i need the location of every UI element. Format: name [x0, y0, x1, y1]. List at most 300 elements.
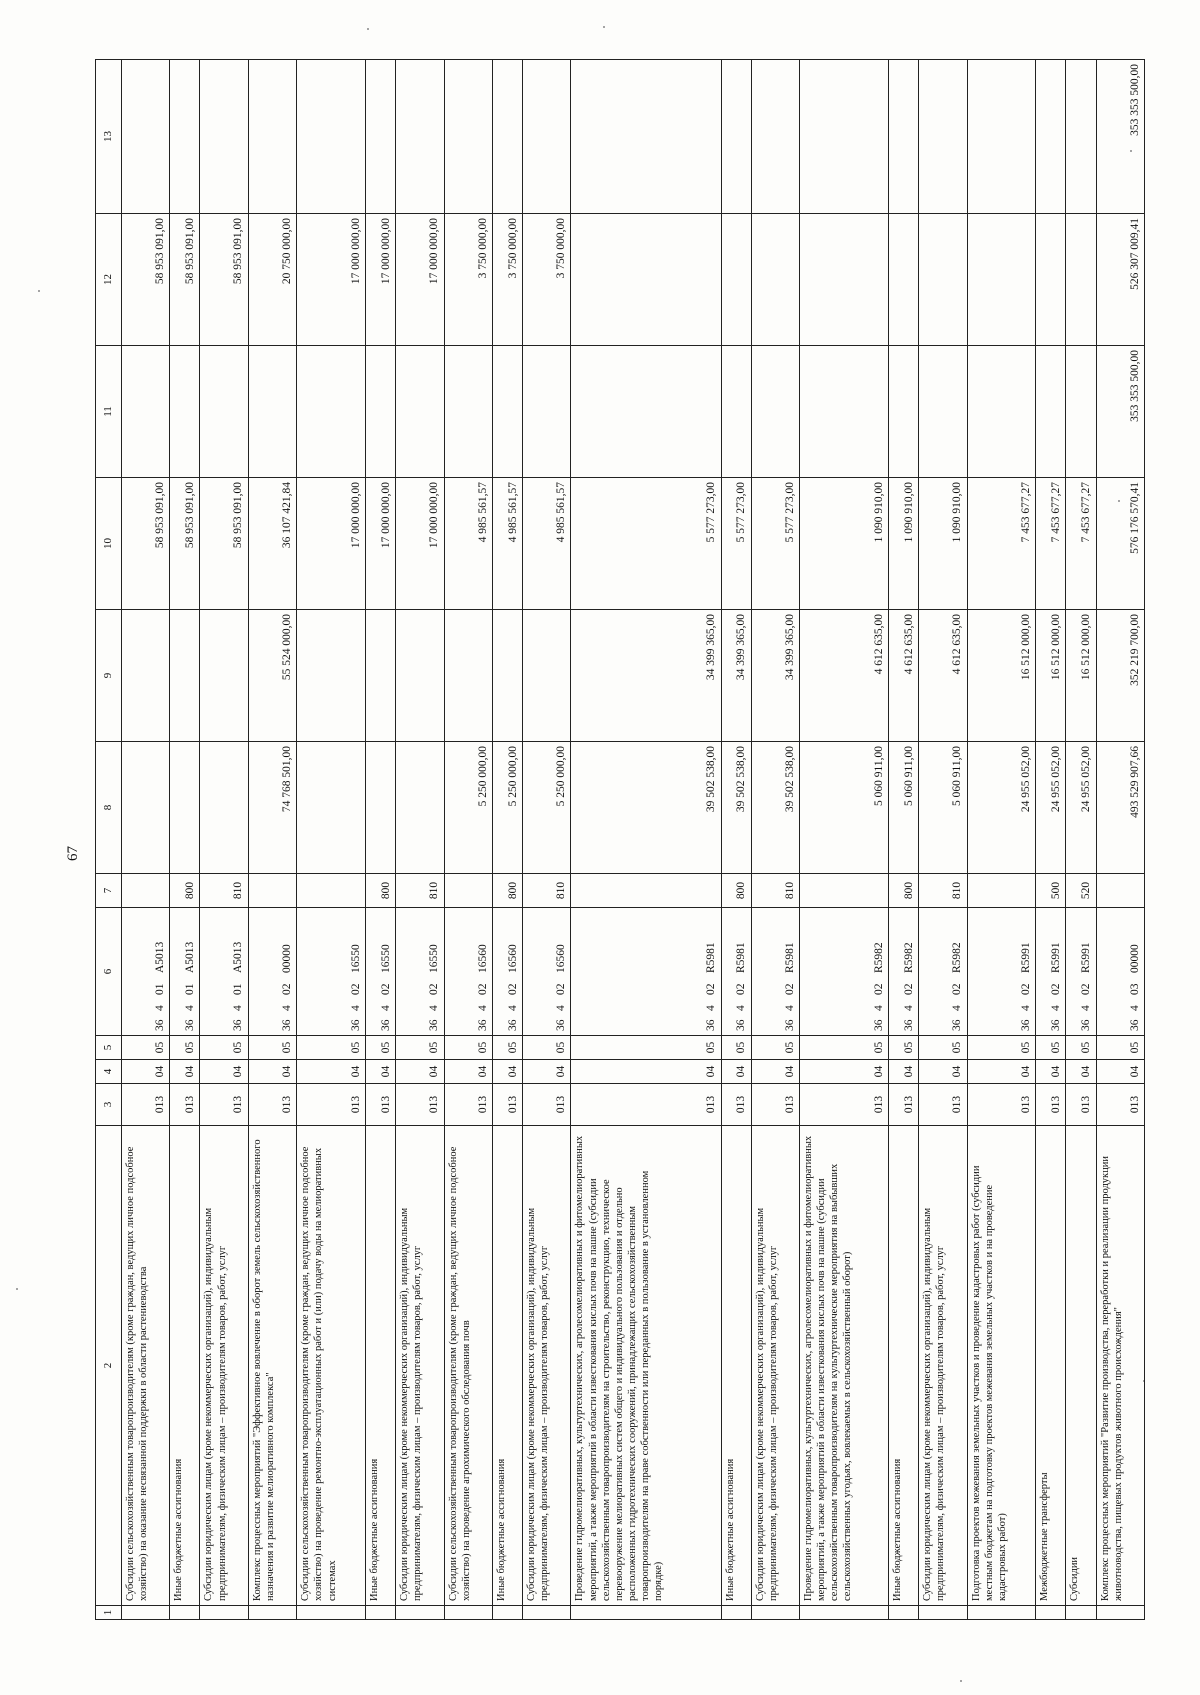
amount-cell [170, 742, 200, 874]
amount-cell [492, 346, 522, 478]
amount-cell [800, 346, 889, 478]
row-name-cell: Подготовка проектов межевания земельных участков и проведение кадастровых работ (субсидии местным бюджетам на подготовку проектов межевания земельных участков и на проведение кадастровых работ) [967, 1126, 1036, 1606]
section-code-cell: 04 [492, 1060, 522, 1084]
section-code-cell: 04 [751, 1060, 799, 1084]
amount-cell [297, 60, 366, 214]
expense-type-cell: 800 [721, 874, 751, 908]
row-marker-cell [721, 1606, 751, 1620]
row-name-cell: Субсидии юридическим лицам (кроме некоммерческих организаций), индивидуальным предпринимателям, физическим лицам – производителям товаров, работ, услуг [919, 1126, 967, 1606]
amount-cell [721, 60, 751, 214]
row-name-cell: Субсидии [1066, 1126, 1096, 1606]
row-marker-cell [297, 1606, 366, 1620]
amount-cell: 17 000 000,00 [366, 478, 396, 610]
row-name-cell: Иные бюджетные ассигнования [889, 1126, 919, 1606]
amount-cell [919, 214, 967, 346]
code-part: 02 [1050, 983, 1063, 995]
header-cell: 6 [96, 908, 122, 1036]
code-part: 36 [428, 1019, 441, 1031]
amount-cell: 3 750 000,00 [444, 214, 492, 346]
target-article-code-cell [366, 908, 396, 1036]
row-marker-cell [523, 1606, 571, 1620]
code-part: 4 [705, 1005, 718, 1011]
amount-cell [444, 610, 492, 742]
target-article-code-cell [523, 908, 571, 1036]
table-row [121, 60, 169, 1620]
amount-cell [751, 346, 799, 478]
amount-cell: 24 955 052,00 [1066, 742, 1096, 874]
row-marker-cell [396, 1606, 444, 1620]
target-article-code-cell [967, 908, 1036, 1036]
row-marker-cell [200, 1606, 248, 1620]
row-marker-cell [1096, 1606, 1144, 1620]
target-article-code-cell [1036, 908, 1066, 1036]
amount-cell [121, 610, 169, 742]
code-part: 02 [783, 983, 796, 995]
amount-cell: 34 399 365,00 [571, 610, 721, 742]
row-marker-cell [170, 1606, 200, 1620]
subsection-code-cell: 05 [889, 1036, 919, 1060]
amount-cell [248, 346, 296, 478]
amount-cell [200, 346, 248, 478]
amount-cell: 58 953 091,00 [200, 214, 248, 346]
code-part: 36 [154, 1019, 167, 1031]
amount-cell [1066, 346, 1096, 478]
amount-cell [121, 346, 169, 478]
ministry-code-cell: 013 [297, 1084, 366, 1126]
amount-cell: 7 453 677,27 [1066, 478, 1096, 610]
amount-cell [121, 60, 169, 214]
amount-cell [800, 214, 889, 346]
target-article-code-cell [751, 908, 799, 1036]
expense-type-cell: 810 [396, 874, 444, 908]
code-part: 36 [555, 1019, 568, 1031]
amount-cell [571, 346, 721, 478]
amount-cell: 5 250 000,00 [444, 742, 492, 874]
subsection-code-cell: 05 [396, 1036, 444, 1060]
code-part: 36 [379, 1019, 392, 1031]
header-cell: 13 [96, 60, 122, 214]
code-part: 02 [902, 983, 915, 995]
row-marker-cell [919, 1606, 967, 1620]
amount-cell [396, 60, 444, 214]
code-part: R5981 [705, 942, 718, 973]
code-part: 00000 [1128, 944, 1141, 973]
subsection-code-cell: 05 [121, 1036, 169, 1060]
amount-cell: 353 353 500,00 [1096, 60, 1144, 214]
code-part: 4 [232, 1005, 245, 1011]
amount-cell [170, 60, 200, 214]
code-part: 36 [184, 1019, 197, 1031]
section-code-cell: 04 [1036, 1060, 1066, 1084]
row-name-cell: Субсидии юридическим лицам (кроме некоммерческих организаций), индивидуальным предпринимателям, физическим лицам – производителям товаров, работ, услуг [200, 1126, 248, 1606]
subsection-code-cell: 05 [967, 1036, 1036, 1060]
section-code-cell: 04 [1096, 1060, 1144, 1084]
row-name-cell: Субсидии юридическим лицам (кроме некоммерческих организаций), индивидуальным предпринимателям, физическим лицам – производителям товаров, работ, услуг [523, 1126, 571, 1606]
amount-cell: 4 612 635,00 [889, 610, 919, 742]
row-marker-cell [248, 1606, 296, 1620]
code-part: 4 [428, 1005, 441, 1011]
section-code-cell: 04 [1066, 1060, 1096, 1084]
code-part: 02 [349, 983, 362, 995]
amount-cell [396, 610, 444, 742]
code-part: 36 [506, 1019, 519, 1031]
amount-cell: 16 512 000,00 [1066, 610, 1096, 742]
code-part: 03 [1128, 983, 1141, 995]
amount-cell: 5 060 911,00 [800, 742, 889, 874]
amount-cell: 4 612 635,00 [800, 610, 889, 742]
amount-cell: 493 529 907,66 [1096, 742, 1144, 874]
table-row [297, 60, 366, 1620]
target-article-code-cell [121, 908, 169, 1036]
code-part: 36 [280, 1019, 293, 1031]
ministry-code-cell: 013 [1036, 1084, 1066, 1126]
code-part: 02 [951, 983, 964, 995]
subsection-code-cell: 05 [297, 1036, 366, 1060]
amount-cell [200, 60, 248, 214]
code-part: 4 [951, 1005, 964, 1011]
table-row [523, 60, 571, 1620]
subsection-code-cell: 05 [366, 1036, 396, 1060]
expense-type-cell [444, 874, 492, 908]
amount-cell [919, 346, 967, 478]
section-code-cell: 04 [800, 1060, 889, 1084]
amount-cell: 39 502 538,00 [751, 742, 799, 874]
scan-speck [603, 26, 605, 28]
amount-cell: 5 060 911,00 [889, 742, 919, 874]
section-code-cell: 04 [571, 1060, 721, 1084]
row-marker-cell [967, 1606, 1036, 1620]
amount-cell: 5 060 911,00 [919, 742, 967, 874]
subsection-code-cell: 05 [200, 1036, 248, 1060]
target-article-code-cell [248, 908, 296, 1036]
amount-cell [967, 60, 1036, 214]
expense-type-cell: 520 [1066, 874, 1096, 908]
amount-cell [396, 742, 444, 874]
code-part: 4 [184, 1005, 197, 1011]
amount-cell: 17 000 000,00 [396, 478, 444, 610]
amount-cell: 352 219 700,00 [1096, 610, 1144, 742]
amount-cell: 55 524 000,00 [248, 610, 296, 742]
amount-cell [889, 346, 919, 478]
code-part: 36 [872, 1019, 885, 1031]
expense-type-cell: 800 [492, 874, 522, 908]
table-row [889, 60, 919, 1620]
scan-speck [38, 290, 40, 292]
code-part: 02 [555, 983, 568, 995]
expense-type-cell: 800 [889, 874, 919, 908]
ministry-code-cell: 013 [1066, 1084, 1096, 1126]
amount-cell [571, 60, 721, 214]
code-part: 00000 [280, 944, 293, 973]
code-part: 4 [476, 1005, 489, 1011]
code-part: 36 [232, 1019, 245, 1031]
code-part: R5982 [872, 942, 885, 973]
page-number: 67 [65, 846, 81, 861]
target-article-code-cell [200, 908, 248, 1036]
code-part: 4 [1128, 1005, 1141, 1011]
code-part: 4 [506, 1005, 519, 1011]
table-row [800, 60, 889, 1620]
target-article-code-cell [297, 908, 366, 1036]
amount-cell [248, 60, 296, 214]
header-cell: 8 [96, 742, 122, 874]
row-marker-cell [800, 1606, 889, 1620]
amount-cell: 36 107 421,84 [248, 478, 296, 610]
amount-cell: 58 953 091,00 [170, 478, 200, 610]
section-code-cell: 04 [721, 1060, 751, 1084]
subsection-code-cell: 05 [248, 1036, 296, 1060]
amount-cell [366, 60, 396, 214]
code-part: 4 [379, 1005, 392, 1011]
header-cell: 10 [96, 478, 122, 610]
section-code-cell: 04 [396, 1060, 444, 1084]
amount-cell: 3 750 000,00 [523, 214, 571, 346]
header-cell: 12 [96, 214, 122, 346]
code-part: R5991 [1050, 942, 1063, 973]
table-row [200, 60, 248, 1620]
section-code-cell: 04 [889, 1060, 919, 1084]
subsection-code-cell: 05 [751, 1036, 799, 1060]
subsection-code-cell: 05 [170, 1036, 200, 1060]
code-part: 4 [1080, 1005, 1093, 1011]
amount-cell [444, 60, 492, 214]
code-part: 16550 [379, 944, 392, 973]
amount-cell [571, 214, 721, 346]
header-cell: 9 [96, 610, 122, 742]
table-row [1066, 60, 1096, 1620]
code-part: 4 [872, 1005, 885, 1011]
code-part: 16550 [428, 944, 441, 973]
target-article-code-cell [800, 908, 889, 1036]
section-code-cell: 04 [523, 1060, 571, 1084]
code-part: 36 [349, 1019, 362, 1031]
subsection-code-cell: 05 [919, 1036, 967, 1060]
code-part: 01 [184, 983, 197, 995]
amount-cell [523, 60, 571, 214]
subsection-code-cell: 05 [800, 1036, 889, 1060]
row-name-cell: Межбюджетные трансферты [1036, 1126, 1066, 1606]
amount-cell: 58 953 091,00 [200, 478, 248, 610]
code-part: 02 [428, 983, 441, 995]
amount-cell [200, 742, 248, 874]
code-part: 4 [1050, 1005, 1063, 1011]
ministry-code-cell: 013 [571, 1084, 721, 1126]
amount-cell [200, 610, 248, 742]
amount-cell: 17 000 000,00 [297, 478, 366, 610]
row-name-cell: Комплекс процессных мероприятий "Эффективное вовлечение в оборот земель сельскохозяйственного назначения и развитие мелиоративного комплекса" [248, 1126, 296, 1606]
code-part: 4 [902, 1005, 915, 1011]
code-part: 4 [555, 1005, 568, 1011]
ministry-code-cell: 013 [396, 1084, 444, 1126]
table-row [248, 60, 296, 1620]
code-part: R5981 [783, 942, 796, 973]
target-article-code-cell [889, 908, 919, 1036]
target-article-code-cell [444, 908, 492, 1036]
code-part: 16560 [476, 944, 489, 973]
code-part: 36 [735, 1019, 748, 1031]
target-article-code-cell [170, 908, 200, 1036]
amount-cell [1036, 346, 1066, 478]
table-row [444, 60, 492, 1620]
amount-cell: 4 985 561,57 [444, 478, 492, 610]
scan-speck [367, 28, 369, 30]
target-article-code-cell [571, 908, 721, 1036]
subsection-code-cell: 05 [1036, 1036, 1066, 1060]
section-code-cell: 04 [366, 1060, 396, 1084]
expense-type-cell [248, 874, 296, 908]
amount-cell [1066, 214, 1096, 346]
ministry-code-cell: 013 [170, 1084, 200, 1126]
code-part: R5991 [1080, 942, 1093, 973]
code-part: А5013 [184, 941, 197, 973]
code-part: 02 [506, 983, 519, 995]
amount-cell: 1 090 910,00 [919, 478, 967, 610]
code-part: 4 [735, 1005, 748, 1011]
ministry-code-cell: 013 [721, 1084, 751, 1126]
amount-cell [889, 60, 919, 214]
subsection-code-cell: 05 [1066, 1036, 1096, 1060]
subsection-code-cell: 05 [571, 1036, 721, 1060]
code-part: 36 [902, 1019, 915, 1031]
code-part: 4 [1020, 1005, 1033, 1011]
code-part: 02 [1080, 983, 1093, 995]
code-part: 36 [951, 1019, 964, 1031]
amount-cell [366, 346, 396, 478]
target-article-code-cell [919, 908, 967, 1036]
section-code-cell: 04 [200, 1060, 248, 1084]
amount-cell: 24 955 052,00 [967, 742, 1036, 874]
amount-cell: 1 090 910,00 [800, 478, 889, 610]
row-marker-cell [571, 1606, 721, 1620]
section-code-cell: 04 [248, 1060, 296, 1084]
amount-cell [523, 610, 571, 742]
amount-cell: 576 176 570,41 [1096, 478, 1144, 610]
expense-type-cell: 810 [751, 874, 799, 908]
amount-cell [1036, 60, 1066, 214]
code-part: 02 [705, 983, 718, 995]
amount-cell [1066, 60, 1096, 214]
amount-cell [366, 610, 396, 742]
table-row [366, 60, 396, 1620]
row-name-cell: Иные бюджетные ассигнования [721, 1126, 751, 1606]
table-row [967, 60, 1036, 1620]
amount-cell [721, 214, 751, 346]
section-code-cell: 04 [919, 1060, 967, 1084]
expense-type-cell: 800 [366, 874, 396, 908]
header-cell: 5 [96, 1036, 122, 1060]
code-part: 16550 [349, 944, 362, 973]
header-row [96, 60, 122, 1620]
code-part: R5991 [1020, 942, 1033, 973]
row-name-cell: Иные бюджетные ассигнования [170, 1126, 200, 1606]
amount-cell [297, 610, 366, 742]
amount-cell: 17 000 000,00 [297, 214, 366, 346]
target-article-code-cell [1066, 908, 1096, 1036]
row-marker-cell [751, 1606, 799, 1620]
amount-cell: 74 768 501,00 [248, 742, 296, 874]
row-name-cell: Субсидии сельскохозяйственным товаропроизводителям (кроме граждан, ведущих личное подсобное хозяйство) на оказание несвязанной поддержки в области растениеводства [121, 1126, 169, 1606]
amount-cell: 7 453 677,27 [967, 478, 1036, 610]
amount-cell: 4 612 635,00 [919, 610, 967, 742]
amount-cell: 7 453 677,27 [1036, 478, 1066, 610]
amount-cell [967, 214, 1036, 346]
section-code-cell: 04 [297, 1060, 366, 1084]
amount-cell [444, 346, 492, 478]
row-name-cell: Комплекс процессных мероприятий "Развитие производства, переработки и реализации продукции животноводства, пищевых продуктов животного происхождения" [1096, 1126, 1144, 1606]
code-part: 02 [735, 983, 748, 995]
code-part: 01 [154, 983, 167, 995]
amount-cell: 16 512 000,00 [1036, 610, 1066, 742]
expense-type-cell [571, 874, 721, 908]
table-body [96, 60, 1145, 1620]
code-part: 16560 [555, 944, 568, 973]
amount-cell: 353 353 500,00 [1096, 346, 1144, 478]
ministry-code-cell: 013 [889, 1084, 919, 1126]
expense-type-cell [121, 874, 169, 908]
amount-cell [889, 214, 919, 346]
row-marker-cell [889, 1606, 919, 1620]
amount-cell: 20 750 000,00 [248, 214, 296, 346]
row-name-cell: Проведение гидромелиоративных, культуртехнических, агролесомелиоративных и фитомелиоративных мероприятий, а также мероприятий в области известкования кислых почв на пашне (субсидии сельскохозяйственным товаропроизводителям на культуртехнические мероприятия на выбывших сельскохозяйственных угодьях, вовлекаемых в сельскохозяйственный оборот) [800, 1126, 889, 1606]
code-part: 16560 [506, 944, 519, 973]
header-cell: 1 [96, 1606, 122, 1620]
table-row [492, 60, 522, 1620]
amount-cell [121, 742, 169, 874]
target-article-code-cell [492, 908, 522, 1036]
table-row [919, 60, 967, 1620]
amount-cell [492, 610, 522, 742]
ministry-code-cell: 013 [200, 1084, 248, 1126]
ministry-code-cell: 013 [967, 1084, 1036, 1126]
budget-allocation-table [95, 59, 1145, 1620]
amount-cell: 34 399 365,00 [751, 610, 799, 742]
code-part: R5982 [902, 942, 915, 973]
amount-cell [751, 60, 799, 214]
header-cell: 4 [96, 1060, 122, 1084]
subsection-code-cell: 05 [1096, 1036, 1144, 1060]
code-part: 36 [705, 1019, 718, 1031]
ministry-code-cell: 013 [366, 1084, 396, 1126]
expense-type-cell: 800 [170, 874, 200, 908]
target-article-code-cell [396, 908, 444, 1036]
amount-cell: 17 000 000,00 [396, 214, 444, 346]
section-code-cell: 04 [967, 1060, 1036, 1084]
amount-cell [492, 60, 522, 214]
row-name-cell: Субсидии сельскохозяйственным товаропроизводителям (кроме граждан, ведущих личное подсобное хозяйство) на проведение ремонтно-эксплуатационных работ и (или) подачу воды на мелиоративных системах [297, 1126, 366, 1606]
code-part: 4 [154, 1005, 167, 1011]
ministry-code-cell: 013 [492, 1084, 522, 1126]
row-marker-cell [121, 1606, 169, 1620]
section-code-cell: 04 [121, 1060, 169, 1084]
ministry-code-cell: 013 [121, 1084, 169, 1126]
code-part: R5981 [735, 942, 748, 973]
row-name-cell: Субсидии сельскохозяйственным товаропроизводителям (кроме граждан, ведущих личное подсобное хозяйство) на проведение агрохимического обследования почв [444, 1126, 492, 1606]
scan-speck [960, 1680, 962, 1682]
target-article-code-cell [721, 908, 751, 1036]
ministry-code-cell: 013 [800, 1084, 889, 1126]
table-row [170, 60, 200, 1620]
expense-type-cell: 810 [523, 874, 571, 908]
code-part: 4 [783, 1005, 796, 1011]
expense-type-cell [967, 874, 1036, 908]
header-cell: 11 [96, 346, 122, 478]
table-row [396, 60, 444, 1620]
expense-type-cell [800, 874, 889, 908]
table-row [571, 60, 721, 1620]
ministry-code-cell: 013 [919, 1084, 967, 1126]
amount-cell: 17 000 000,00 [366, 214, 396, 346]
table-row [721, 60, 751, 1620]
